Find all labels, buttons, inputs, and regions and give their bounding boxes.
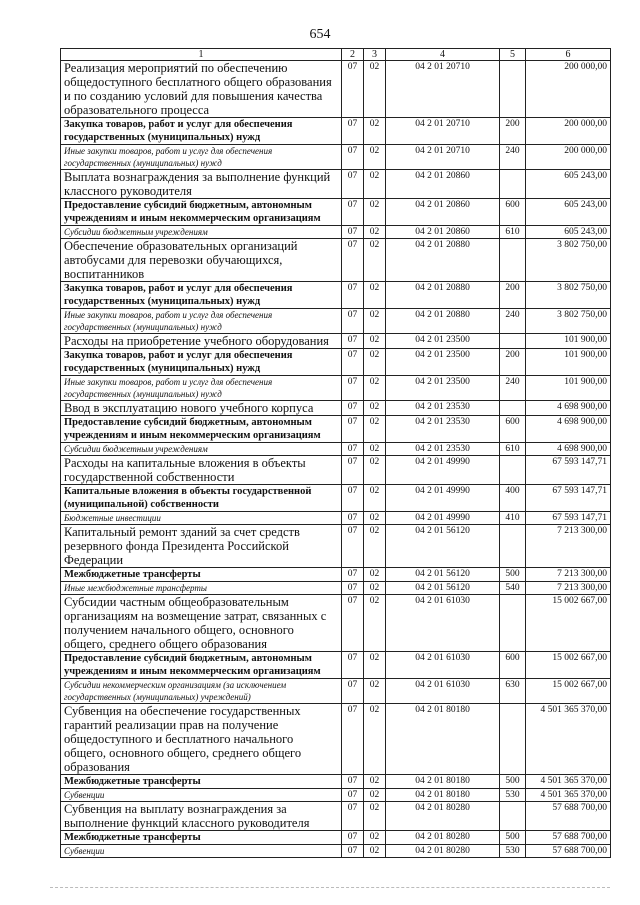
subsection-cell: 02 bbox=[364, 652, 386, 679]
table-row bbox=[61, 775, 611, 789]
target-article-cell: 04 2 01 56120 bbox=[386, 568, 500, 582]
target-article-cell: 04 2 01 80180 bbox=[386, 704, 500, 775]
row-name-cell: Капитальные вложения в объекты государственной (муниципальной) собственности bbox=[61, 485, 342, 512]
target-article-cell: 04 2 01 20860 bbox=[386, 199, 500, 226]
expense-type-cell: 540 bbox=[500, 582, 526, 595]
amount-cell: 4 501 365 370,00 bbox=[526, 789, 611, 802]
expense-type-cell bbox=[500, 170, 526, 199]
target-article-cell: 04 2 01 20710 bbox=[386, 145, 500, 170]
subsection-cell: 02 bbox=[364, 334, 386, 349]
table-row bbox=[61, 401, 611, 416]
target-article-cell: 04 2 01 61030 bbox=[386, 679, 500, 704]
expense-type-cell: 530 bbox=[500, 789, 526, 802]
header-col-1: 1 bbox=[61, 49, 342, 61]
section-cell: 07 bbox=[342, 145, 364, 170]
header-col-6: 6 bbox=[526, 49, 611, 61]
subsection-cell: 02 bbox=[364, 199, 386, 226]
expense-type-cell bbox=[500, 704, 526, 775]
header-col-5: 5 bbox=[500, 49, 526, 61]
table-row bbox=[61, 61, 611, 118]
table-row bbox=[61, 679, 611, 704]
target-article-cell: 04 2 01 23500 bbox=[386, 334, 500, 349]
amount-cell: 101 900,00 bbox=[526, 349, 611, 376]
target-article-cell: 04 2 01 23500 bbox=[386, 349, 500, 376]
section-cell: 07 bbox=[342, 118, 364, 145]
subsection-cell: 02 bbox=[364, 145, 386, 170]
subsection-cell: 02 bbox=[364, 525, 386, 568]
subsection-cell: 02 bbox=[364, 831, 386, 845]
subsection-cell: 02 bbox=[364, 802, 386, 831]
header-col-4: 4 bbox=[386, 49, 500, 61]
amount-cell: 4 501 365 370,00 bbox=[526, 704, 611, 775]
row-name-cell: Расходы на приобретение учебного оборудования bbox=[61, 334, 342, 349]
target-article-cell: 04 2 01 56120 bbox=[386, 525, 500, 568]
subsection-cell: 02 bbox=[364, 226, 386, 239]
expense-type-cell: 500 bbox=[500, 568, 526, 582]
row-name-cell: Субсидии бюджетным учреждениям bbox=[61, 226, 342, 239]
expense-type-cell: 200 bbox=[500, 282, 526, 309]
table-row bbox=[61, 416, 611, 443]
expense-type-cell bbox=[500, 595, 526, 652]
section-cell: 07 bbox=[342, 582, 364, 595]
expense-type-cell: 630 bbox=[500, 679, 526, 704]
section-cell: 07 bbox=[342, 61, 364, 118]
row-name-cell: Субвенции bbox=[61, 789, 342, 802]
target-article-cell: 04 2 01 20880 bbox=[386, 282, 500, 309]
table-row bbox=[61, 789, 611, 802]
target-article-cell: 04 2 01 49990 bbox=[386, 485, 500, 512]
table-row bbox=[61, 282, 611, 309]
target-article-cell: 04 2 01 61030 bbox=[386, 595, 500, 652]
subsection-cell: 02 bbox=[364, 401, 386, 416]
table-row bbox=[61, 334, 611, 349]
subsection-cell: 02 bbox=[364, 679, 386, 704]
section-cell: 07 bbox=[342, 416, 364, 443]
amount-cell: 4 698 900,00 bbox=[526, 401, 611, 416]
amount-cell: 4 698 900,00 bbox=[526, 416, 611, 443]
target-article-cell: 04 2 01 23500 bbox=[386, 376, 500, 401]
target-article-cell: 04 2 01 20710 bbox=[386, 118, 500, 145]
expense-type-cell: 400 bbox=[500, 485, 526, 512]
subsection-cell: 02 bbox=[364, 845, 386, 858]
section-cell: 07 bbox=[342, 443, 364, 456]
row-name-cell: Закупка товаров, работ и услуг для обеспечения государственных (муниципальных) нужд bbox=[61, 282, 342, 309]
subsection-cell: 02 bbox=[364, 309, 386, 334]
row-name-cell: Расходы на капитальные вложения в объекты государственной собственности bbox=[61, 456, 342, 485]
expense-type-cell bbox=[500, 802, 526, 831]
row-name-cell: Субсидии бюджетным учреждениям bbox=[61, 443, 342, 456]
row-name-cell: Иные межбюджетные трансферты bbox=[61, 582, 342, 595]
table-row bbox=[61, 485, 611, 512]
table-row bbox=[61, 802, 611, 831]
subsection-cell: 02 bbox=[364, 61, 386, 118]
amount-cell: 3 802 750,00 bbox=[526, 239, 611, 282]
table-row bbox=[61, 199, 611, 226]
amount-cell: 67 593 147,71 bbox=[526, 512, 611, 525]
row-name-cell: Предоставление субсидий бюджетным, автономным учреждениям и иным некоммерческим организациям bbox=[61, 199, 342, 226]
amount-cell: 67 593 147,71 bbox=[526, 456, 611, 485]
expense-type-cell bbox=[500, 239, 526, 282]
section-cell: 07 bbox=[342, 239, 364, 282]
section-cell: 07 bbox=[342, 679, 364, 704]
table-row bbox=[61, 525, 611, 568]
row-name-cell: Закупка товаров, работ и услуг для обеспечения государственных (муниципальных) нужд bbox=[61, 118, 342, 145]
target-article-cell: 04 2 01 23530 bbox=[386, 416, 500, 443]
row-name-cell: Реализация мероприятий по обеспечению общедоступного бесплатного общего образования и по созданию условий для повышения качества образовательного процесса bbox=[61, 61, 342, 118]
row-name-cell: Предоставление субсидий бюджетным, автономным учреждениям и иным некоммерческим организациям bbox=[61, 652, 342, 679]
subsection-cell: 02 bbox=[364, 239, 386, 282]
table-row bbox=[61, 831, 611, 845]
row-name-cell: Бюджетные инвестиции bbox=[61, 512, 342, 525]
section-cell: 07 bbox=[342, 282, 364, 309]
subsection-cell: 02 bbox=[364, 416, 386, 443]
bottom-divider bbox=[50, 887, 610, 888]
expense-type-cell: 500 bbox=[500, 831, 526, 845]
header-col-2: 2 bbox=[342, 49, 364, 61]
section-cell: 07 bbox=[342, 226, 364, 239]
table-row bbox=[61, 376, 611, 401]
row-name-cell: Закупка товаров, работ и услуг для обеспечения государственных (муниципальных) нужд bbox=[61, 349, 342, 376]
amount-cell: 101 900,00 bbox=[526, 334, 611, 349]
target-article-cell: 04 2 01 23530 bbox=[386, 401, 500, 416]
expense-type-cell: 410 bbox=[500, 512, 526, 525]
table-row bbox=[61, 456, 611, 485]
target-article-cell: 04 2 01 80280 bbox=[386, 802, 500, 831]
amount-cell: 605 243,00 bbox=[526, 226, 611, 239]
row-name-cell: Субвенция на выплату вознаграждения за выполнение функций классного руководителя bbox=[61, 802, 342, 831]
section-cell: 07 bbox=[342, 802, 364, 831]
subsection-cell: 02 bbox=[364, 170, 386, 199]
row-name-cell: Субсидии частным общеобразовательным организациям на возмещение затрат, связанных с получением начального общего, основного общего, среднего общего образования bbox=[61, 595, 342, 652]
amount-cell: 15 002 667,00 bbox=[526, 652, 611, 679]
row-name-cell: Субсидии некоммерческим организациям (за исключением государственных (муниципальных) учреждений) bbox=[61, 679, 342, 704]
subsection-cell: 02 bbox=[364, 789, 386, 802]
table-row bbox=[61, 309, 611, 334]
amount-cell: 4 698 900,00 bbox=[526, 443, 611, 456]
section-cell: 07 bbox=[342, 401, 364, 416]
target-article-cell: 04 2 01 20860 bbox=[386, 170, 500, 199]
section-cell: 07 bbox=[342, 525, 364, 568]
section-cell: 07 bbox=[342, 595, 364, 652]
section-cell: 07 bbox=[342, 485, 364, 512]
target-article-cell: 04 2 01 20710 bbox=[386, 61, 500, 118]
expense-type-cell: 500 bbox=[500, 775, 526, 789]
row-name-cell: Иные закупки товаров, работ и услуг для обеспечения государственных (муниципальных) нужд bbox=[61, 145, 342, 170]
section-cell: 07 bbox=[342, 170, 364, 199]
expense-type-cell bbox=[500, 525, 526, 568]
target-article-cell: 04 2 01 49990 bbox=[386, 512, 500, 525]
expense-type-cell bbox=[500, 401, 526, 416]
section-cell: 07 bbox=[342, 789, 364, 802]
row-name-cell: Капитальный ремонт зданий за счет средств резервного фонда Президента Российской Федерации bbox=[61, 525, 342, 568]
expense-type-cell bbox=[500, 456, 526, 485]
amount-cell: 7 213 300,00 bbox=[526, 525, 611, 568]
expense-type-cell: 610 bbox=[500, 443, 526, 456]
table-row bbox=[61, 582, 611, 595]
target-article-cell: 04 2 01 20860 bbox=[386, 226, 500, 239]
amount-cell: 67 593 147,71 bbox=[526, 485, 611, 512]
subsection-cell: 02 bbox=[364, 704, 386, 775]
table-body bbox=[61, 61, 611, 858]
amount-cell: 3 802 750,00 bbox=[526, 309, 611, 334]
section-cell: 07 bbox=[342, 334, 364, 349]
target-article-cell: 04 2 01 80180 bbox=[386, 789, 500, 802]
target-article-cell: 04 2 01 20880 bbox=[386, 239, 500, 282]
section-cell: 07 bbox=[342, 376, 364, 401]
expense-type-cell: 600 bbox=[500, 199, 526, 226]
table-row bbox=[61, 145, 611, 170]
expense-type-cell: 600 bbox=[500, 652, 526, 679]
table-row bbox=[61, 845, 611, 858]
section-cell: 07 bbox=[342, 652, 364, 679]
section-cell: 07 bbox=[342, 512, 364, 525]
table-row bbox=[61, 239, 611, 282]
section-cell: 07 bbox=[342, 831, 364, 845]
amount-cell: 57 688 700,00 bbox=[526, 831, 611, 845]
subsection-cell: 02 bbox=[364, 349, 386, 376]
subsection-cell: 02 bbox=[364, 512, 386, 525]
amount-cell: 15 002 667,00 bbox=[526, 595, 611, 652]
subsection-cell: 02 bbox=[364, 595, 386, 652]
table-row bbox=[61, 652, 611, 679]
target-article-cell: 04 2 01 20880 bbox=[386, 309, 500, 334]
target-article-cell: 04 2 01 23530 bbox=[386, 443, 500, 456]
row-name-cell: Предоставление субсидий бюджетным, автономным учреждениям и иным некоммерческим организациям bbox=[61, 416, 342, 443]
amount-cell: 57 688 700,00 bbox=[526, 802, 611, 831]
row-name-cell: Иные закупки товаров, работ и услуг для обеспечения государственных (муниципальных) нужд bbox=[61, 376, 342, 401]
amount-cell: 200 000,00 bbox=[526, 118, 611, 145]
subsection-cell: 02 bbox=[364, 582, 386, 595]
table-row bbox=[61, 443, 611, 456]
table-row bbox=[61, 568, 611, 582]
table-row bbox=[61, 226, 611, 239]
row-name-cell: Субвенция на обеспечение государственных гарантий реализации прав на получение общедоступного и бесплатного начального общего, основного общего, среднего общего образования bbox=[61, 704, 342, 775]
table-row bbox=[61, 349, 611, 376]
expense-type-cell bbox=[500, 334, 526, 349]
amount-cell: 7 213 300,00 bbox=[526, 582, 611, 595]
page-number: 654 bbox=[309, 27, 331, 42]
table-header-row bbox=[61, 49, 611, 61]
amount-cell: 57 688 700,00 bbox=[526, 845, 611, 858]
table-row bbox=[61, 170, 611, 199]
row-name-cell: Межбюджетные трансферты bbox=[61, 775, 342, 789]
section-cell: 07 bbox=[342, 349, 364, 376]
target-article-cell: 04 2 01 80280 bbox=[386, 831, 500, 845]
section-cell: 07 bbox=[342, 456, 364, 485]
amount-cell: 15 002 667,00 bbox=[526, 679, 611, 704]
table-row bbox=[61, 595, 611, 652]
row-name-cell: Обеспечение образовательных организаций автобусами для перевозки обучающихся, воспитанников bbox=[61, 239, 342, 282]
section-cell: 07 bbox=[342, 704, 364, 775]
expense-type-cell: 240 bbox=[500, 309, 526, 334]
table-row bbox=[61, 704, 611, 775]
row-name-cell: Ввод в эксплуатацию нового учебного корпуса bbox=[61, 401, 342, 416]
section-cell: 07 bbox=[342, 568, 364, 582]
target-article-cell: 04 2 01 56120 bbox=[386, 582, 500, 595]
row-name-cell: Межбюджетные трансферты bbox=[61, 831, 342, 845]
expense-type-cell: 530 bbox=[500, 845, 526, 858]
amount-cell: 101 900,00 bbox=[526, 376, 611, 401]
section-cell: 07 bbox=[342, 775, 364, 789]
row-name-cell: Субвенции bbox=[61, 845, 342, 858]
subsection-cell: 02 bbox=[364, 568, 386, 582]
row-name-cell: Межбюджетные трансферты bbox=[61, 568, 342, 582]
subsection-cell: 02 bbox=[364, 443, 386, 456]
row-name-cell: Иные закупки товаров, работ и услуг для обеспечения государственных (муниципальных) нужд bbox=[61, 309, 342, 334]
subsection-cell: 02 bbox=[364, 456, 386, 485]
target-article-cell: 04 2 01 61030 bbox=[386, 652, 500, 679]
expense-type-cell: 200 bbox=[500, 118, 526, 145]
subsection-cell: 02 bbox=[364, 376, 386, 401]
amount-cell: 200 000,00 bbox=[526, 61, 611, 118]
target-article-cell: 04 2 01 80180 bbox=[386, 775, 500, 789]
section-cell: 07 bbox=[342, 845, 364, 858]
target-article-cell: 04 2 01 49990 bbox=[386, 456, 500, 485]
budget-table bbox=[60, 48, 611, 858]
subsection-cell: 02 bbox=[364, 775, 386, 789]
amount-cell: 7 213 300,00 bbox=[526, 568, 611, 582]
section-cell: 07 bbox=[342, 309, 364, 334]
section-cell: 07 bbox=[342, 199, 364, 226]
expense-type-cell: 240 bbox=[500, 145, 526, 170]
amount-cell: 605 243,00 bbox=[526, 170, 611, 199]
subsection-cell: 02 bbox=[364, 485, 386, 512]
target-article-cell: 04 2 01 80280 bbox=[386, 845, 500, 858]
amount-cell: 3 802 750,00 bbox=[526, 282, 611, 309]
expense-type-cell bbox=[500, 61, 526, 118]
amount-cell: 200 000,00 bbox=[526, 145, 611, 170]
subsection-cell: 02 bbox=[364, 118, 386, 145]
amount-cell: 4 501 365 370,00 bbox=[526, 775, 611, 789]
header-col-3: 3 bbox=[364, 49, 386, 61]
table-row bbox=[61, 512, 611, 525]
expense-type-cell: 240 bbox=[500, 376, 526, 401]
amount-cell: 605 243,00 bbox=[526, 199, 611, 226]
expense-type-cell: 610 bbox=[500, 226, 526, 239]
row-name-cell: Выплата вознаграждения за выполнение функций классного руководителя bbox=[61, 170, 342, 199]
subsection-cell: 02 bbox=[364, 282, 386, 309]
expense-type-cell: 600 bbox=[500, 416, 526, 443]
table-row bbox=[61, 118, 611, 145]
expense-type-cell: 200 bbox=[500, 349, 526, 376]
